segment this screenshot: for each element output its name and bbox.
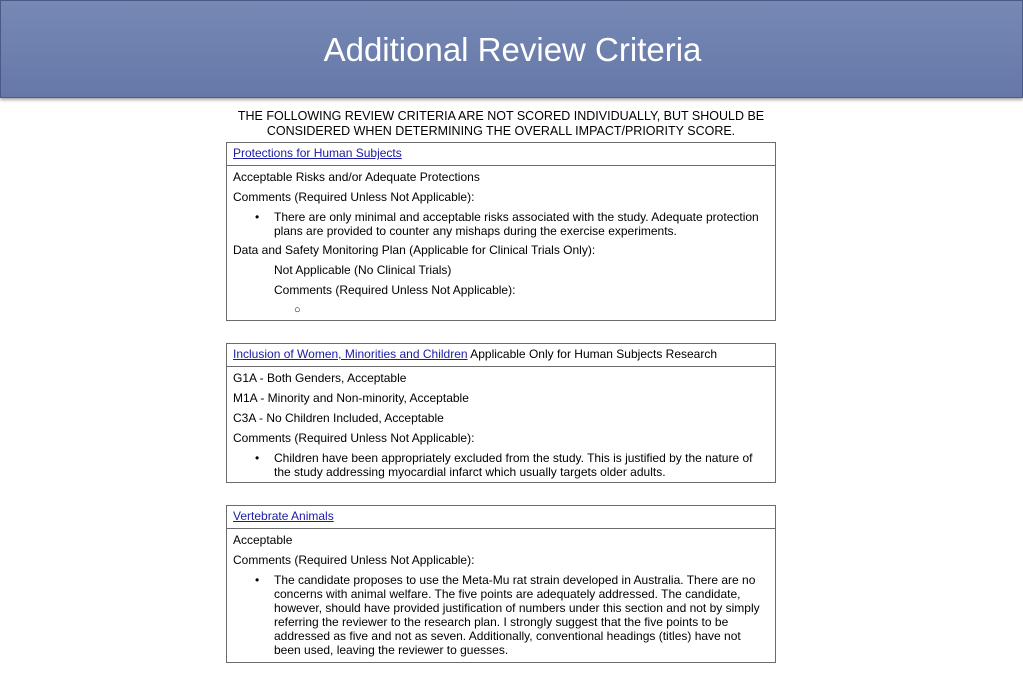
inclusion-link[interactable]: Inclusion of Women, Minorities and Children bbox=[233, 347, 468, 361]
inclusion-comments-label: Comments (Required Unless Not Applicable): bbox=[233, 431, 475, 445]
inclusion-item-minority: M1A - Minority and Non-minority, Acceptable bbox=[233, 391, 469, 405]
vertebrate-section bbox=[226, 505, 776, 663]
inclusion-header-suffix: Applicable Only for Human Subjects Research bbox=[467, 347, 718, 361]
inclusion-comment-text: Children have been appropriately excluded from the study. This is justified by the nature of the study addressing myocardial infarct which usually targets older adults. bbox=[274, 451, 753, 479]
vertebrate-header bbox=[227, 506, 775, 529]
inclusion-section bbox=[226, 343, 776, 483]
vertebrate-link[interactable]: Vertebrate Animals bbox=[233, 509, 334, 523]
vertebrate-comments-label: Comments (Required Unless Not Applicable): bbox=[233, 553, 475, 567]
bullet-icon: • bbox=[255, 573, 260, 587]
vertebrate-comment-text: The candidate proposes to use the Meta-Mu rat strain developed in Australia. There are no concerns with animal welfare. The five points are adequately addressed. The candidate, however, should have provided justification of numbers under this section and not by simply referring the reviewer to the research plan. I strongly suggest that the five points to be addressed as five and not as seven. Additionally, conventional headings (titles) have not been used, leaving the reviewer to guesses. bbox=[274, 573, 760, 657]
bullet-icon: • bbox=[255, 451, 260, 465]
page-title: Additional Review Criteria bbox=[323, 31, 702, 68]
title-bar bbox=[0, 0, 1023, 98]
human-subjects-header bbox=[227, 143, 775, 166]
human-subjects-section bbox=[226, 142, 776, 321]
inclusion-item-children: C3A - No Children Included, Acceptable bbox=[233, 411, 444, 425]
inclusion-item-genders: G1A - Both Genders, Acceptable bbox=[233, 371, 407, 385]
human-subjects-comments-label: Comments (Required Unless Not Applicable): bbox=[233, 190, 475, 204]
human-subjects-status: Acceptable Risks and/or Adequate Protections bbox=[233, 170, 480, 184]
dsmp-comments-label: Comments (Required Unless Not Applicable): bbox=[274, 283, 516, 297]
human-subjects-comment-text: There are only minimal and acceptable risks associated with the study. Adequate protection plans are provided to counter any mishaps during the exercise experiments. bbox=[274, 210, 759, 238]
dsmp-label: Data and Safety Monitoring Plan (Applicable for Clinical Trials Only): bbox=[233, 243, 596, 257]
circle-bullet-icon: ○ bbox=[294, 304, 301, 316]
human-subjects-comment bbox=[227, 207, 775, 240]
intro-text: THE FOLLOWING REVIEW CRITERIA ARE NOT SCORED INDIVIDUALLY, BUT SHOULD BE CONSIDERED WHEN DETERMINING THE OVERALL IMPACT/PRIORITY SCORE. bbox=[237, 109, 765, 138]
human-subjects-link[interactable]: Protections for Human Subjects bbox=[233, 146, 402, 160]
dsmp-value: Not Applicable (No Clinical Trials) bbox=[274, 263, 452, 277]
vertebrate-comment bbox=[227, 570, 775, 659]
vertebrate-status: Acceptable bbox=[233, 533, 293, 547]
bullet-icon: • bbox=[255, 210, 260, 224]
inclusion-comment bbox=[227, 448, 775, 481]
inclusion-header bbox=[227, 344, 775, 367]
